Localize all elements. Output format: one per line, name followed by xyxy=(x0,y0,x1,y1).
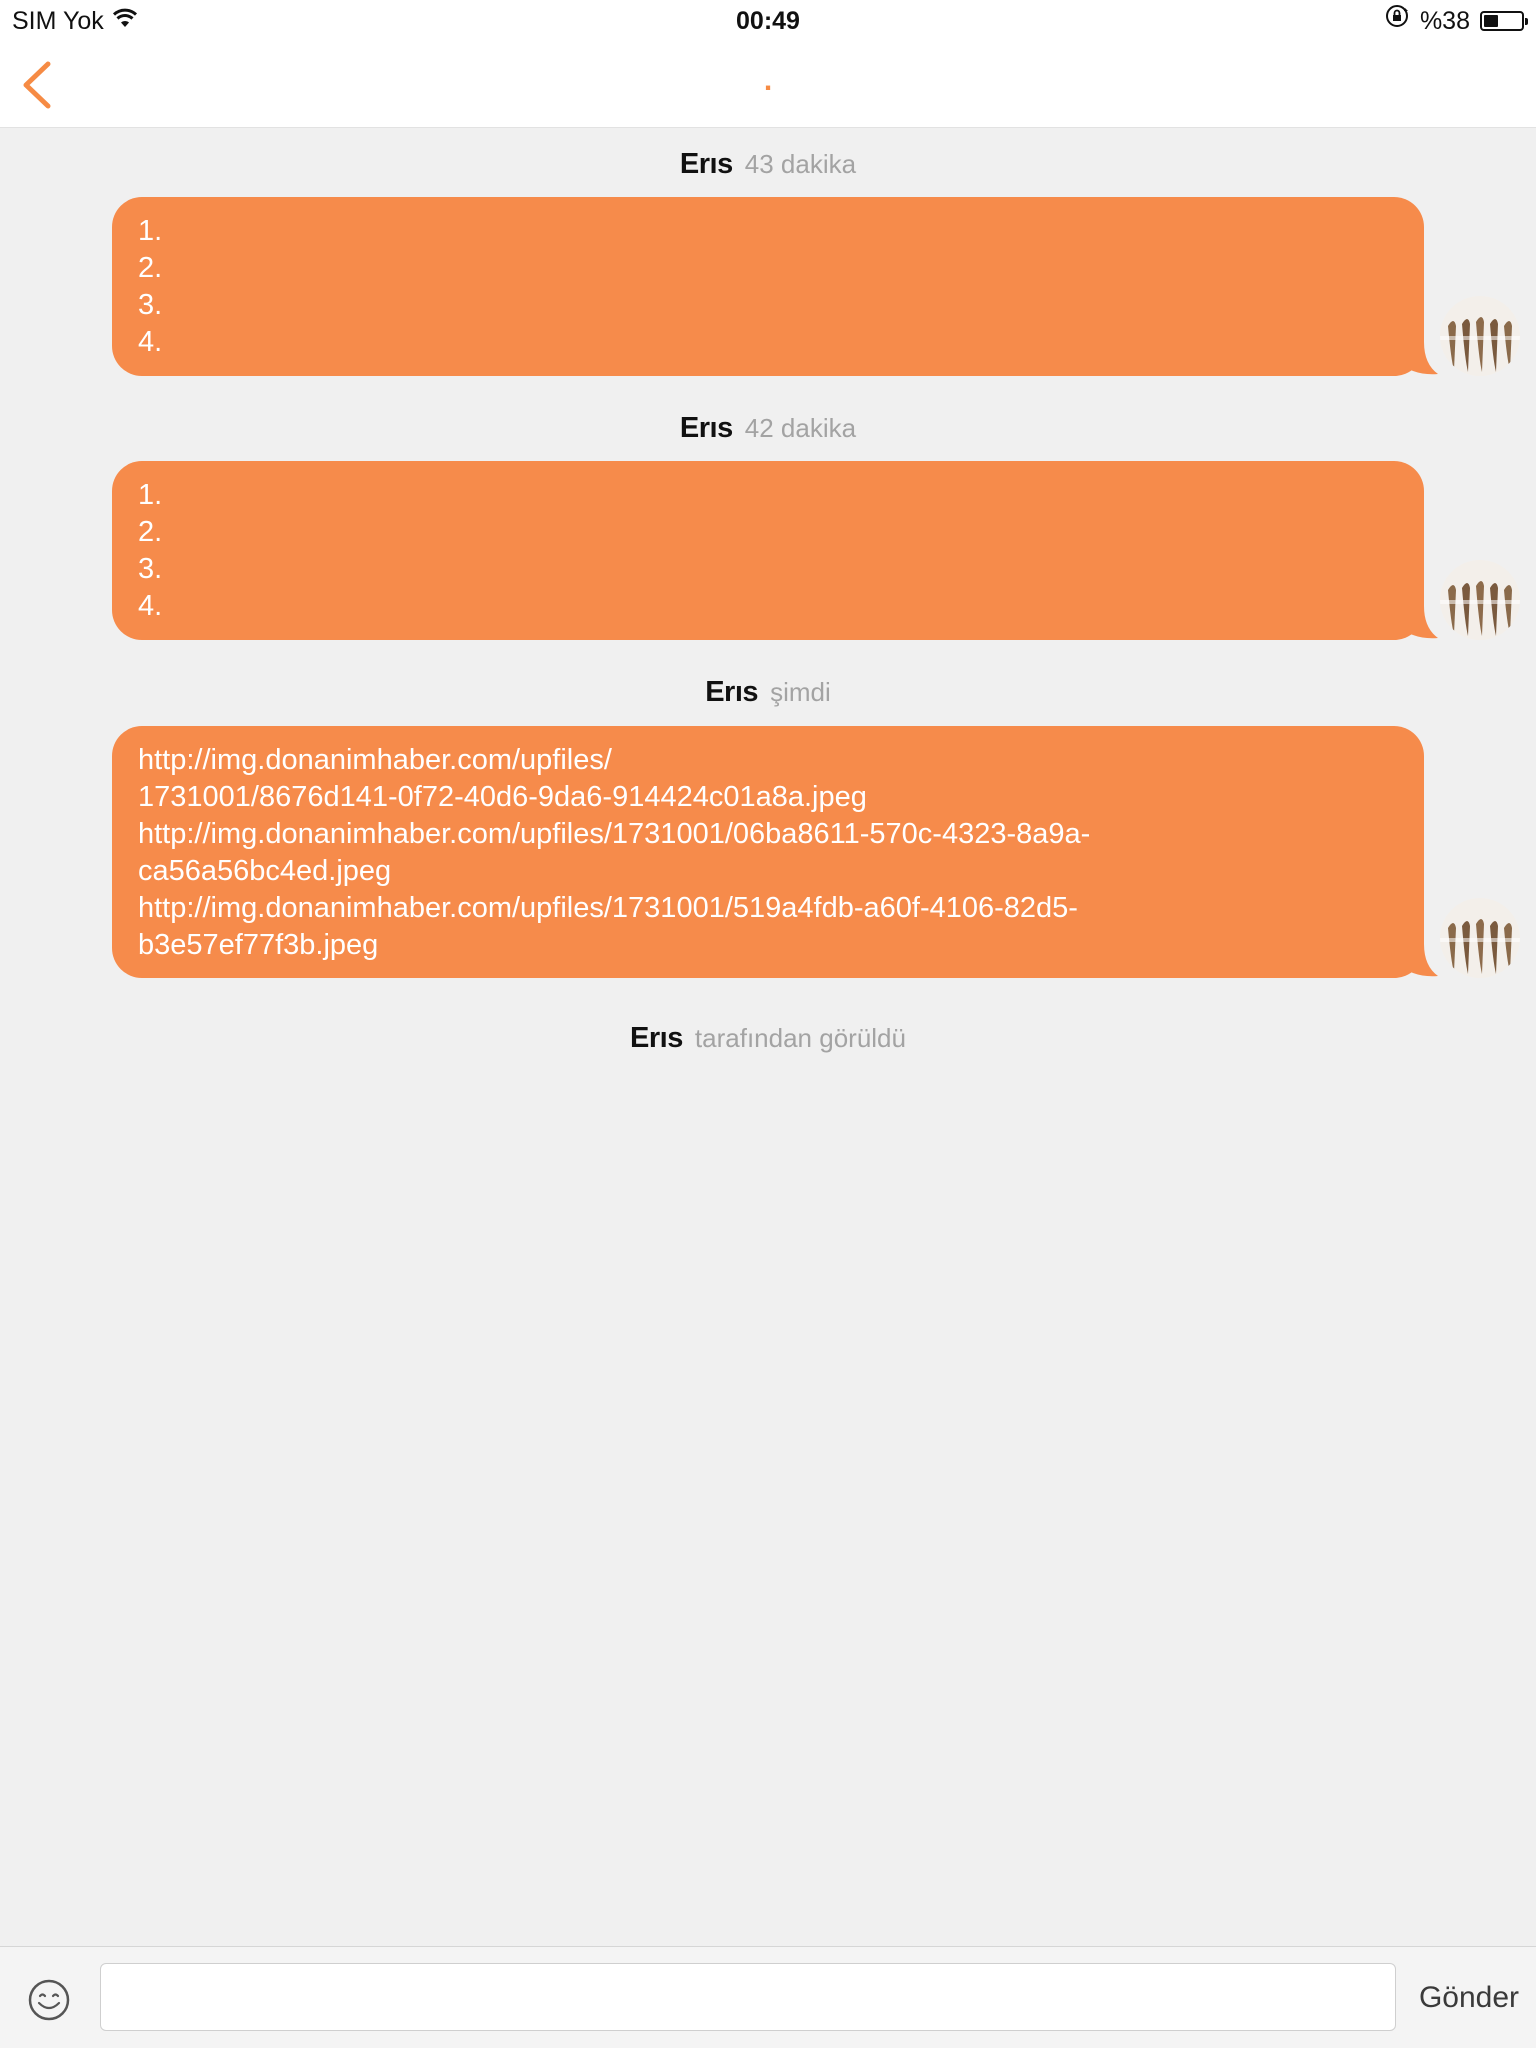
message-line: 1. xyxy=(138,479,163,511)
smiley-icon xyxy=(26,1977,72,2023)
message-line: 4. xyxy=(138,590,163,622)
battery-level xyxy=(1484,15,1498,27)
message-header xyxy=(0,410,1536,446)
message-link[interactable]: http://img.donanimhaber.com/upfiles/ xyxy=(138,744,612,776)
avatar[interactable] xyxy=(1440,296,1520,376)
message-link[interactable]: http://img.donanimhaber.com/upfiles/1731001/519a4fdb-a60f-4106-82d5- xyxy=(138,892,1078,924)
carrier-label: SIM Yok xyxy=(12,7,104,35)
message-time: 42 dakika xyxy=(744,413,857,443)
message-line: 2. xyxy=(138,252,163,284)
orientation-lock-icon xyxy=(1384,0,1410,42)
avatar-image xyxy=(1440,898,1520,978)
avatar[interactable] xyxy=(1440,560,1520,640)
message-line: 2. xyxy=(138,516,163,548)
message-time: 43 dakika xyxy=(744,149,857,179)
emoji-button[interactable] xyxy=(26,1977,72,2023)
avatar-image xyxy=(1440,560,1520,640)
message-header xyxy=(0,674,1536,710)
message-line: 3. xyxy=(138,553,163,585)
sender-name: Erıs xyxy=(679,148,733,180)
bubble-tail xyxy=(1398,606,1438,640)
composer-bar xyxy=(0,1946,1536,2048)
seen-receipt xyxy=(0,1020,1536,1056)
avatar-image xyxy=(1440,296,1520,376)
message-bubble[interactable] xyxy=(112,461,1424,640)
sender-name: Erıs xyxy=(705,676,759,708)
back-button[interactable] xyxy=(14,56,64,114)
message-line: 1. xyxy=(138,215,163,247)
message-bubble[interactable] xyxy=(112,726,1424,978)
seen-by-name: Erıs xyxy=(630,1022,683,1054)
message-link[interactable]: ca56a56bc4ed.jpeg xyxy=(138,855,392,887)
message-link[interactable]: 1731001/8676d141-0f72-40d6-9da6-914424c01a8a.jpeg xyxy=(138,781,867,813)
status-bar xyxy=(0,0,1536,42)
clock: 00:49 xyxy=(736,7,800,35)
message-line: 4. xyxy=(138,326,163,358)
message-line: 3. xyxy=(138,289,163,321)
wifi-icon xyxy=(112,0,138,42)
avatar[interactable] xyxy=(1440,898,1520,978)
battery-percent: %38 xyxy=(1419,7,1470,35)
chevron-left-icon xyxy=(14,56,64,114)
message-input[interactable] xyxy=(100,1963,1396,2031)
bubble-tail xyxy=(1398,944,1438,978)
message-link[interactable]: b3e57ef77f3b.jpeg xyxy=(138,929,379,961)
message-bubble[interactable] xyxy=(112,197,1424,376)
message-header xyxy=(0,146,1536,182)
message-time: şimdi xyxy=(770,677,831,707)
conversation-title: . xyxy=(763,64,773,97)
send-button[interactable]: Gönder xyxy=(1418,1981,1520,2014)
message-link[interactable]: http://img.donanimhaber.com/upfiles/1731001/06ba8611-570c-4323-8a9a- xyxy=(138,818,1091,850)
battery-icon xyxy=(1480,11,1524,31)
bubble-tail xyxy=(1398,342,1438,376)
sender-name: Erıs xyxy=(679,412,733,444)
nav-bar xyxy=(0,42,1536,128)
seen-text: tarafından görüldü xyxy=(694,1023,906,1053)
